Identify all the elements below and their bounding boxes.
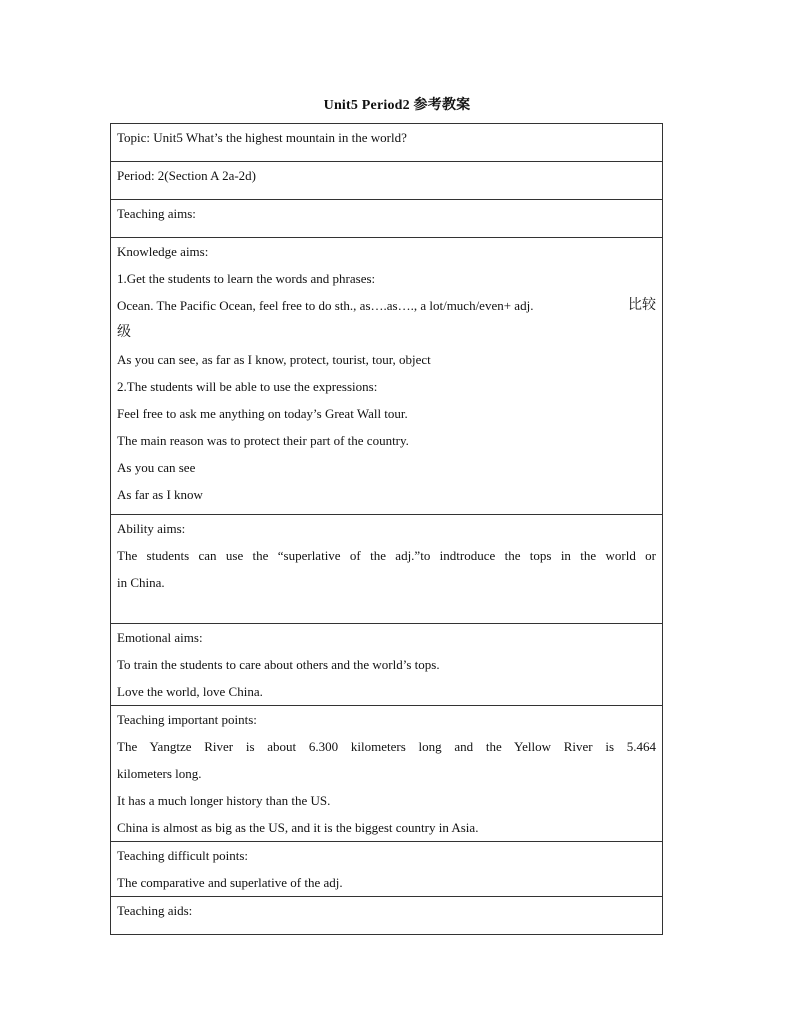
important-line: It has a much longer history than the US. xyxy=(117,793,331,808)
important-line: The Yangtze River is about 6.300 kilometers long and the Yellow River is 5.464 xyxy=(117,739,656,754)
cell-teaching-aims xyxy=(111,200,663,238)
knowledge-vocab-cjk: 比较 xyxy=(628,297,656,313)
cell-period xyxy=(111,162,663,200)
knowledge-aims-heading: Knowledge aims: xyxy=(117,244,209,259)
row-emotional-aims xyxy=(111,624,663,706)
knowledge-line: As far as I know xyxy=(117,487,203,502)
topic-text: Topic: Unit5 What’s the highest mountain in the world? xyxy=(117,130,407,145)
difficult-line: The comparative and superlative of the adj. xyxy=(117,875,343,890)
row-teaching-aims xyxy=(111,200,663,238)
knowledge-vocab-text: Ocean. The Pacific Ocean, feel free to do sth., as….as…., a lot/much/even+ adj. xyxy=(117,298,534,313)
cell-emotional-aims xyxy=(111,624,663,706)
period-text: Period: 2(Section A 2a-2d) xyxy=(117,168,257,183)
row-ability-aims xyxy=(111,515,663,624)
row-teaching-aids xyxy=(111,897,663,935)
ability-line: in China. xyxy=(117,575,165,590)
emotional-line: Love the world, love China. xyxy=(117,684,263,699)
emotional-line: To train the students to care about others and the world’s tops. xyxy=(117,657,440,672)
row-period xyxy=(111,162,663,200)
row-important-points xyxy=(111,706,663,842)
lesson-plan-table xyxy=(110,123,663,935)
knowledge-line: As you can see, as far as I know, protect, tourist, tour, object xyxy=(117,352,431,367)
knowledge-line-cjk-tail: 级 xyxy=(117,324,131,340)
ability-line: The students can use the “superlative of the adj.”to indtroduce the tops in the world or xyxy=(117,548,656,563)
important-line: China is almost as big as the US, and it is the biggest country in Asia. xyxy=(117,820,479,835)
teaching-aids-heading: Teaching aids: xyxy=(117,903,193,918)
cell-teaching-aids xyxy=(111,897,663,935)
knowledge-line: As you can see xyxy=(117,460,196,475)
ability-aims-heading: Ability aims: xyxy=(117,521,186,536)
cell-knowledge-aims xyxy=(111,238,663,515)
knowledge-line: 1.Get the students to learn the words and phrases: xyxy=(117,271,376,286)
important-points-heading: Teaching important points: xyxy=(117,712,257,727)
document-title: Unit5 Period2 参考教案 xyxy=(323,98,471,113)
row-difficult-points xyxy=(111,842,663,897)
cell-topic xyxy=(111,124,663,162)
cell-difficult-points xyxy=(111,842,663,897)
teaching-aims-heading: Teaching aims: xyxy=(117,206,196,221)
emotional-aims-heading: Emotional aims: xyxy=(117,630,203,645)
knowledge-line-vocab xyxy=(117,292,656,319)
knowledge-line: The main reason was to protect their part of the country. xyxy=(117,433,409,448)
cell-ability-aims xyxy=(111,515,663,624)
difficult-points-heading: Teaching difficult points: xyxy=(117,848,248,863)
knowledge-line: Feel free to ask me anything on today’s Great Wall tour. xyxy=(117,406,408,421)
knowledge-line: 2.The students will be able to use the expressions: xyxy=(117,379,378,394)
row-knowledge-aims xyxy=(111,238,663,515)
row-topic xyxy=(111,124,663,162)
cell-important-points xyxy=(111,706,663,842)
important-line: kilometers long. xyxy=(117,766,202,781)
